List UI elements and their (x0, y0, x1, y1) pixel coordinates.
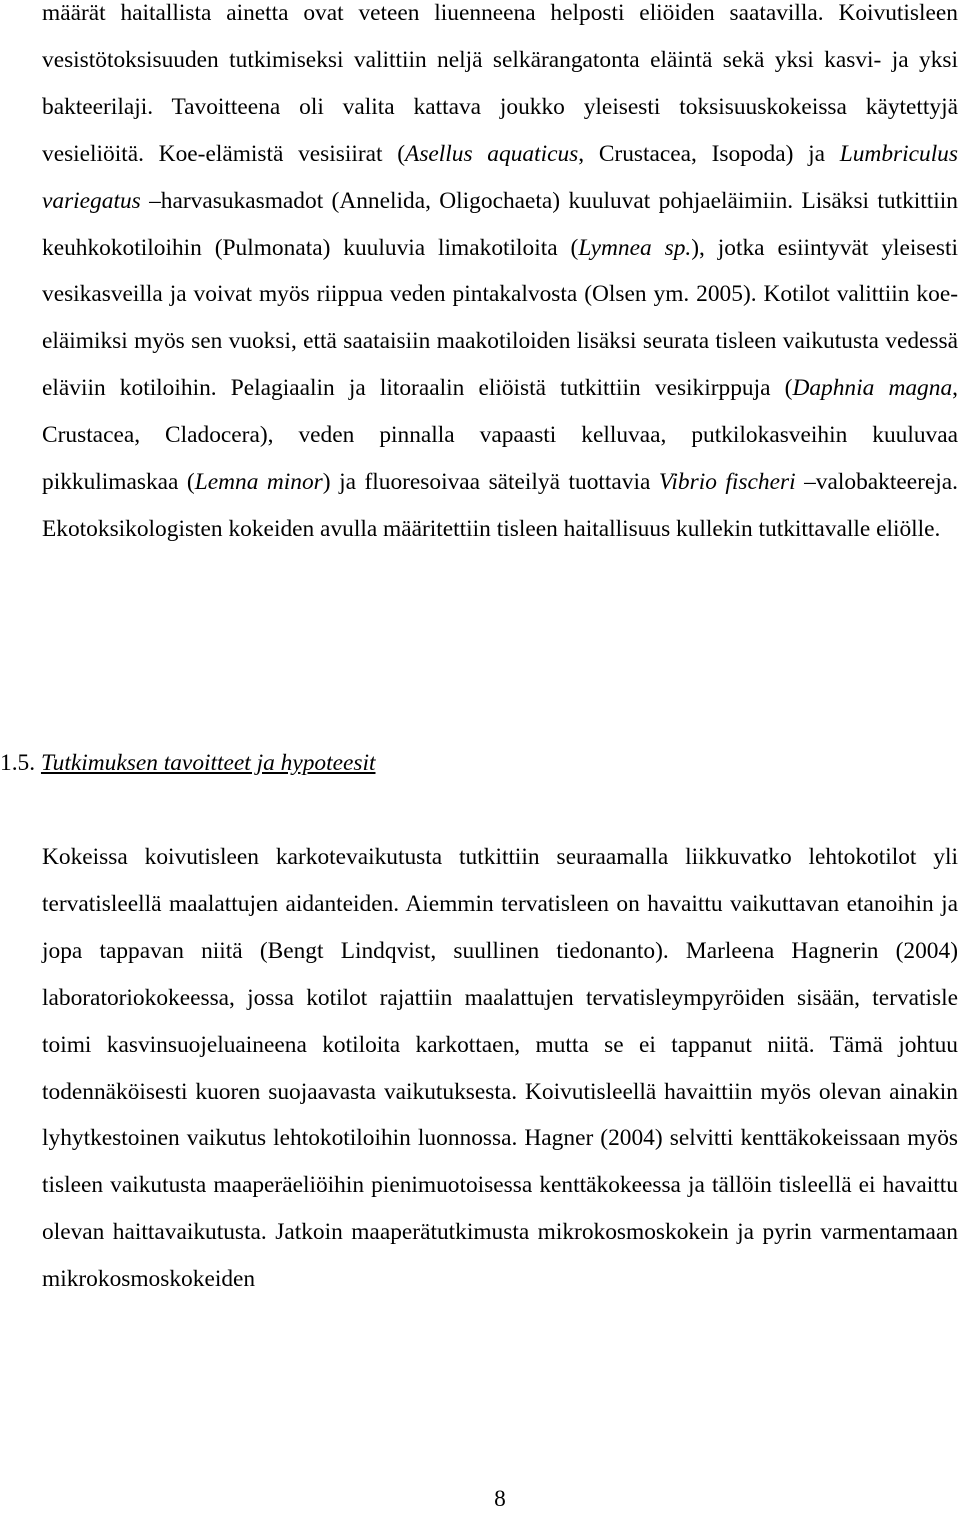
species-name: Lemna minor (194, 469, 323, 496)
text-run: , Crustacea, Cladocera), veden pinnalla vapaasti kelluvaa, putkilokasveihin kuuluvaa pikkulimaskaa ( (42, 375, 959, 496)
text-run: –harvasukasmadot (Annelida, Oligochaeta) kuuluvat pohjaeläimiin. Lisäksi tutkittiin keuhkokotiloihin (Pulmonata) kuuluvia limakotiloita ( (42, 187, 958, 261)
text-run: ) ja fluoresoivaa säteilyä tuottavia (322, 469, 659, 496)
page-number: 8 (494, 1486, 506, 1512)
species-name: Asellus aquaticus (405, 140, 579, 167)
text-run: ), jotka esiintyvät yleisesti vesikasveilla ja voivat myös riippua veden pintakalvosta (Olsen ym. 2005). Kotilot valittiin koe-eläimiksi myös sen vuoksi, että saataisiin maakotiloiden lisäksi seurata tisleen vaikutusta vedessä eläviin kotiloihin. Pelagiaalin ja litoraalin eliöistä tutkittiin vesikirppuja ( (42, 234, 958, 402)
species-name: Vibrio fischeri (658, 469, 796, 496)
section-number: 1.5. (0, 750, 36, 776)
species-name: Lumbriculus variegatus (42, 140, 958, 214)
text-run: –valobakteereja. Ekotoksikologisten kokeiden avulla määritettiin tisleen haitallisuus kullekin tutkittavalle eliölle. (42, 469, 958, 542)
section-heading (0, 740, 376, 787)
species-name: Daphnia magna (792, 375, 953, 402)
paragraph-objectives: Kokeissa koivutisleen karkotevaikutusta tutkittiin seuraamalla liikkuvatko lehtokotilot yli tervatisleellä maalattujen aidanteiden. Aiemmin tervatisleen on havaittu vaikuttavan etanoihin ja jopa tappavan niitä (Bengt Lindqvist, suullinen tiedonanto). Marleena Hagnerin (2004) laboratoriokokeessa, jossa kotilot rajattiin maalattujen tervatisleympyröiden sisään, tervatisle toimi kasvinsuojeluaineena kotiloita karkottaen, mutta se ei tappanut niitä. Tämä johtuu todennäköisesti kuoren suojaavasta vaikutuksesta. Koivutisleellä havaittiin myös olevan ainakin lyhytkestoinen vaikutus lehtokotiloihin luonnossa. Hagner (2004) selvitti kenttäkokeissaan myös tisleen vaikutusta maaperäeliöihin pienimuotoisessa kenttäkokeessa ja tällöin tisleellä ei havaittu olevan haittavaikutusta. Jatkoin maaperätutkimusta mikrokosmoskokein ja pyrin varmentamaan mikrokosmoskokeiden (42, 844, 958, 1293)
section-title: Tutkimuksen tavoitteet ja hypoteesit (40, 750, 376, 776)
text-run: määrät haitallista ainetta ovat veteen liuenneena helposti eliöiden saatavilla. Koivutisleen vesistötoksisuuden tutkimiseksi valittiin neljä selkärangatonta eläintä sekä yksi kasvi- ja yksi bakteerilaji. Tavoitteena oli valita kattava joukko yleisesti toksisuuskokeissa käytettyjä vesieliöitä. Koe-elämistä vesisiirat ( (42, 0, 958, 167)
species-name: Lymnea sp. (578, 234, 692, 261)
text-run: , Crustacea, Isopoda) ja (578, 140, 840, 167)
paragraph-test-organisms (42, 0, 958, 553)
